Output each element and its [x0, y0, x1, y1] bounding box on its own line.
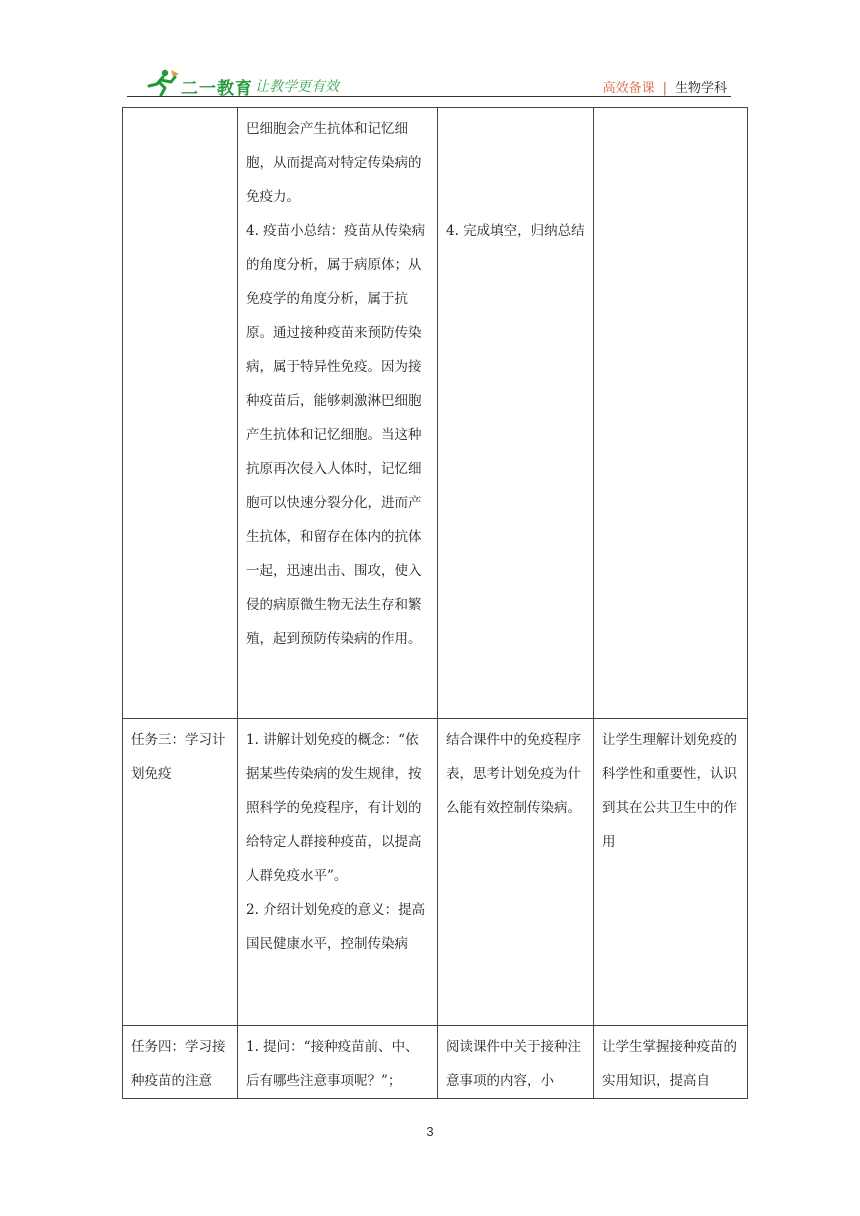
teacher-activity-cell	[238, 719, 438, 1026]
intent-cell: 让学生掌握接种疫苗的实用知识，提高自	[594, 1026, 748, 1099]
header-label-a: 高效备课	[602, 81, 655, 96]
intent-cell: 让学生理解计划免疫的科学性和重要性，认识到其在公共卫生中的作用	[594, 719, 748, 1026]
student-activity-cell: 结合课件中的免疫程序表，思考计划免疫为什么能有效控制传染病。	[438, 719, 594, 1026]
header-label-b: 生物学科	[674, 81, 727, 96]
student-activity-cell: 阅读课件中关于接种注意事项的内容，小	[438, 1026, 594, 1099]
teacher-paragraph: 巴细胞会产生抗体和记忆细胞，从而提高对特定传染病的免疫力。	[246, 121, 422, 205]
runner-logo-icon	[145, 68, 181, 96]
header-subject	[603, 77, 727, 96]
intent-cell	[594, 108, 748, 719]
table-row	[123, 1026, 748, 1099]
teacher-paragraph: 4. 疫苗小总结：疫苗从传染病的角度分析，属于病原体；从免疫学的角度分析，属于抗原。通过接种疫苗来预防传染病，属于特异性免疫。因为接种疫苗后，能够刺激淋巴细胞产生抗体和记忆细胞。当这种抗原再次侵入人体时，记忆细胞可以快速分裂分化，进而产生抗体，和留存在体内的抗体一起，迅速出击、围攻，使入侵的病原微生物无法生存和繁殖，起到预防传染病的作用。	[246, 223, 426, 647]
table-row	[123, 719, 748, 1026]
teacher-activity-cell: 1. 提问：“接种疫苗前、中、后有哪些注意事项呢？”；	[238, 1026, 438, 1099]
brand-name: 二一教育	[181, 79, 253, 99]
teacher-paragraph: 2. 介绍计划免疫的意义：提高国民健康水平，控制传染病	[246, 902, 426, 952]
teacher-activity-cell	[238, 108, 438, 719]
page-number: 3	[426, 1124, 434, 1139]
brand-slogan: 让教学更有效	[255, 79, 339, 95]
lesson-plan-table	[122, 107, 748, 1099]
student-paragraph: 4. 完成填空，归纳总结	[446, 223, 585, 239]
task-cell: 任务四：学习接种疫苗的注意	[123, 1026, 238, 1099]
task-cell	[123, 108, 238, 719]
student-activity-cell	[438, 108, 594, 719]
task-cell: 任务三：学习计划免疫	[123, 719, 238, 1026]
header-separator: |	[662, 81, 667, 96]
teacher-paragraph: 1. 讲解计划免疫的概念：“依据某些传染病的发生规律，按照科学的免疫程序，有计划的给特定人群接种疫苗，以提高人群免疫水平”。	[246, 732, 422, 884]
table-row	[123, 108, 748, 719]
header-divider	[127, 96, 731, 97]
